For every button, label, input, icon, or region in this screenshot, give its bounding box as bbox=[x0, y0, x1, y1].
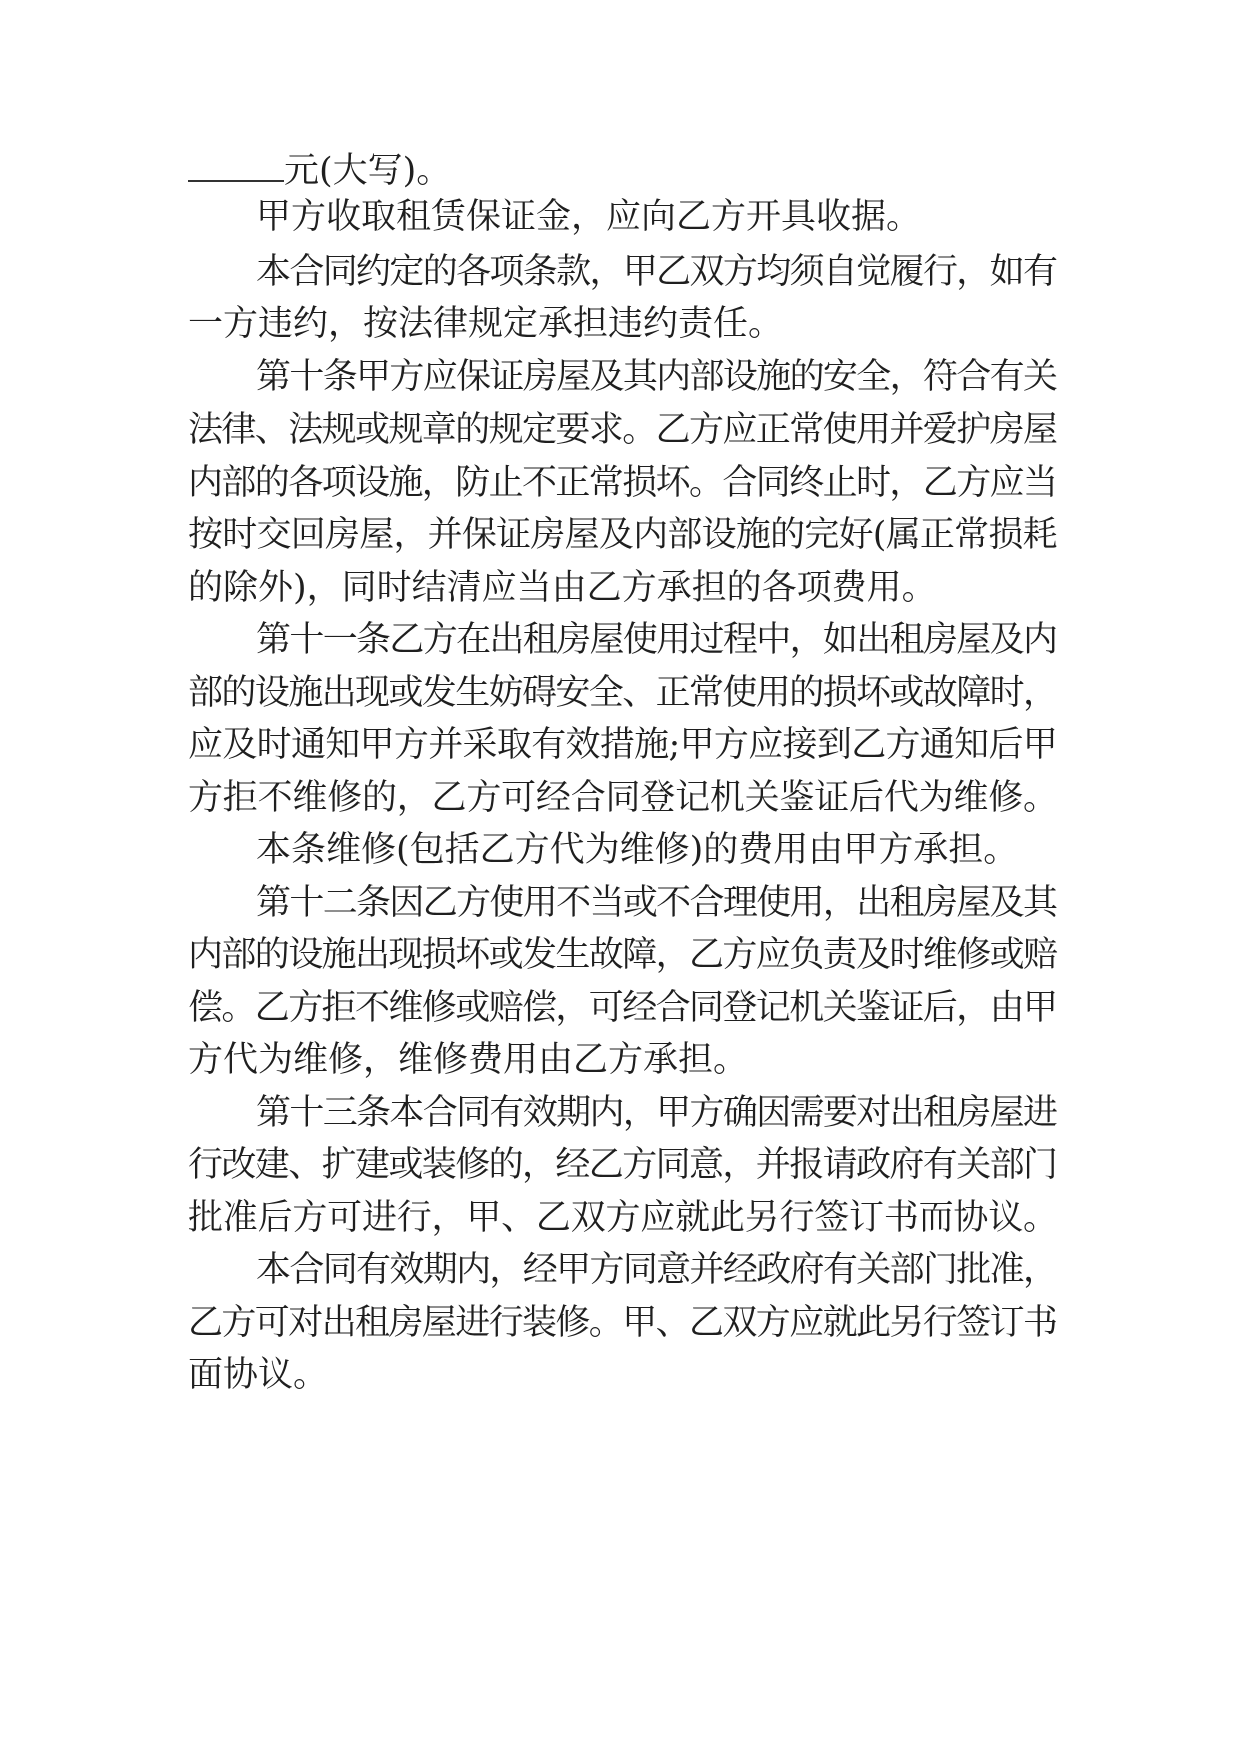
paragraph-line: 批准后方可进行，甲、乙双方应就此另行签订书而协议。 bbox=[188, 1198, 1058, 1238]
paragraph-line: 第十条甲方应保证房屋及其内部设施的安全，符合有关 bbox=[256, 357, 1057, 397]
text-line-1 bbox=[188, 148, 1058, 194]
blank-underline bbox=[188, 150, 284, 182]
line-text: 元(大写)。 bbox=[284, 151, 452, 191]
paragraph-line: 方拒不维修的，乙方可经合同登记机关鉴证后代为维修。 bbox=[188, 778, 1058, 818]
paragraph-line: 本合同有效期内，经甲方同意并经政府有关部门批准， bbox=[256, 1250, 1057, 1290]
paragraph-line: 偿。乙方拒不维修或赔偿，可经合同登记机关鉴证后，由甲 bbox=[188, 988, 1057, 1028]
paragraph-line: 部的设施出现或发生妨碍安全、正常使用的损坏或故障时， bbox=[188, 673, 1057, 713]
paragraph-line: 本合同约定的各项条款，甲乙双方均须自觉履行，如有 bbox=[256, 252, 1057, 292]
paragraph-line: 的除外)，同时结清应当由乙方承担的各项费用。 bbox=[188, 568, 937, 608]
paragraph-line: 本条维修(包括乙方代为维修)的费用由甲方承担。 bbox=[256, 830, 1019, 870]
paragraph-line: 第十一条乙方在出租房屋使用过程中，如出租房屋及内 bbox=[256, 620, 1057, 660]
paragraph-line: 方代为维修，维修费用由乙方承担。 bbox=[188, 1040, 749, 1080]
paragraph-line: 第十三条本合同有效期内，甲方确因需要对出租房屋进 bbox=[256, 1093, 1057, 1133]
paragraph-line: 面协议。 bbox=[188, 1355, 329, 1395]
paragraph-line: 应及时通知甲方并采取有效措施;甲方应接到乙方通知后甲 bbox=[188, 725, 1058, 765]
paragraph-line: 内部的设施出现损坏或发生故障，乙方应负责及时维修或赔 bbox=[188, 935, 1057, 975]
paragraph-line: 第十二条因乙方使用不当或不合理使用，出租房屋及其 bbox=[256, 883, 1057, 923]
paragraph-line: 内部的各项设施，防止不正常损坏。合同终止时，乙方应当 bbox=[188, 463, 1057, 503]
paragraph-line: 法律、法规或规章的规定要求。乙方应正常使用并爱护房屋 bbox=[188, 410, 1057, 450]
paragraph-line: 一方违约，按法律规定承担违约责任。 bbox=[188, 304, 784, 344]
paragraph-line: 按时交回房屋，并保证房屋及内部设施的完好(属正常损耗 bbox=[188, 515, 1057, 555]
paragraph-line: 乙方可对出租房屋进行装修。甲、乙双方应就此另行签订书 bbox=[188, 1303, 1057, 1343]
paragraph-line: 行改建、扩建或装修的，经乙方同意，并报请政府有关部门 bbox=[188, 1145, 1057, 1185]
paragraph-line: 甲方收取租赁保证金，应向乙方开具收据。 bbox=[256, 197, 922, 237]
